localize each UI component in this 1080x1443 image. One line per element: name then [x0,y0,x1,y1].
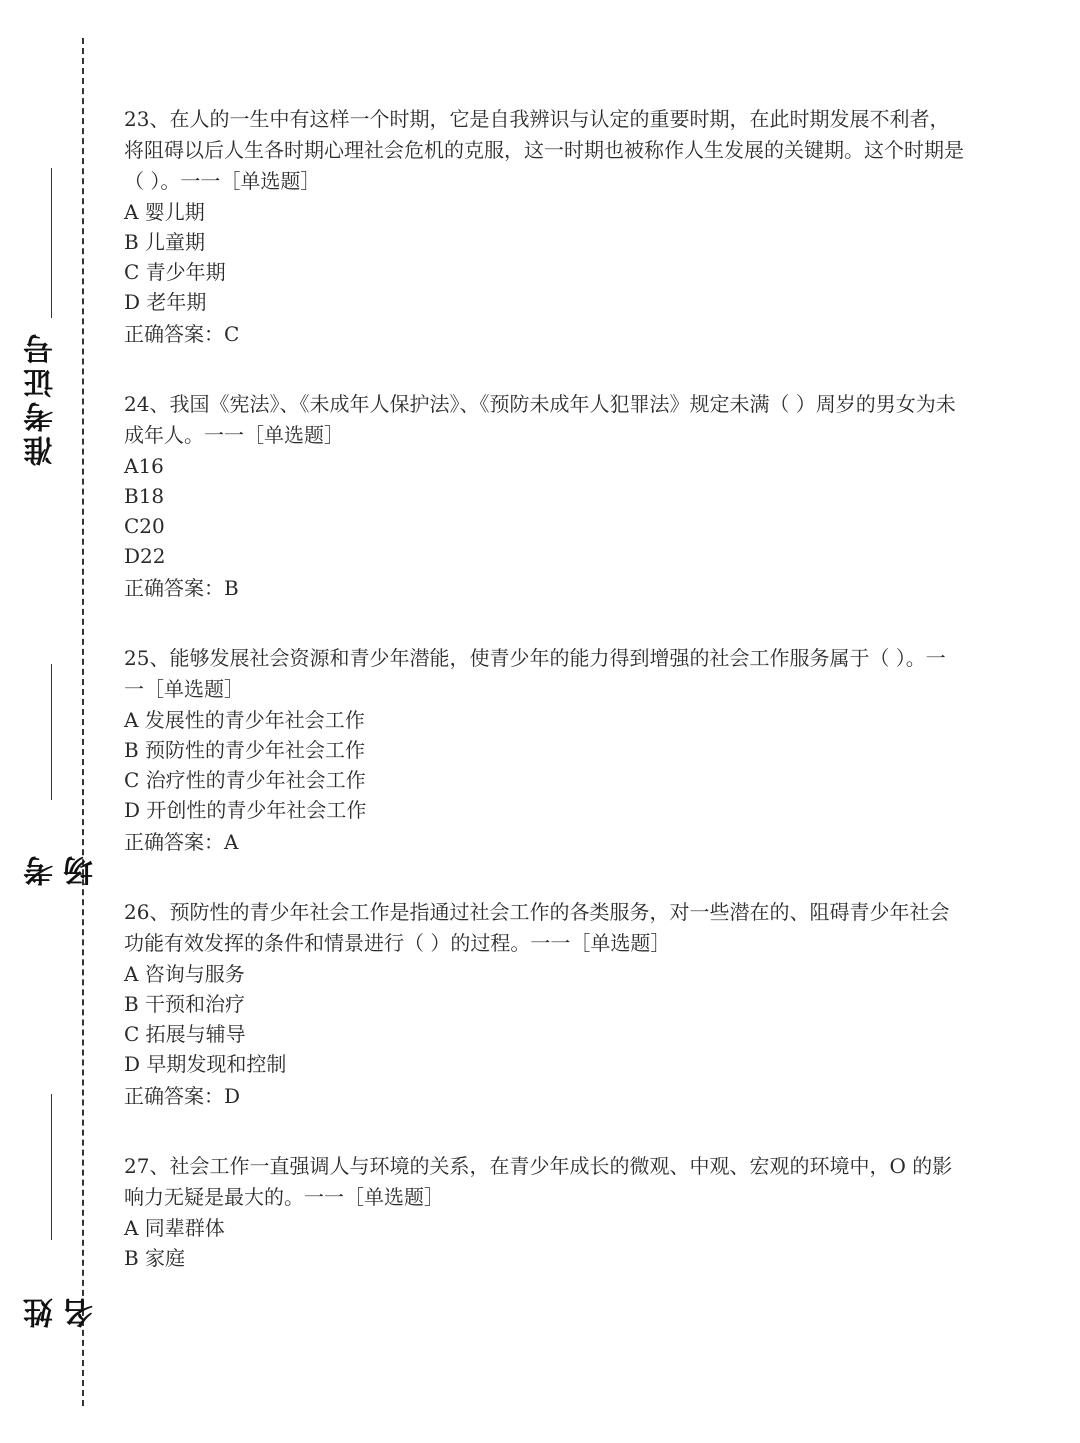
correct-answer: 正确答案：C [124,322,240,346]
question-list [124,104,964,1273]
question-text: 25、能够发展社会资源和青少年潜能，使青少年的能力得到增强的社会工作服务属于（ ）。一一［单选题］ [124,646,946,701]
question-text: 24、我国《宪法》、《未成年人保护法》、《预防未成年人犯罪法》规定未满（ ）周岁的男女为未成年人。一一［单选题］ [124,392,956,447]
option-a: A16 [124,454,164,478]
option-c: C20 [124,514,165,538]
question-23 [124,104,964,351]
option-d: D 开创性的青少年社会工作 [124,798,367,822]
option-a: A 发展性的青少年社会工作 [124,708,365,732]
correct-answer: 正确答案：A [124,830,239,854]
exam-number-label: 准考证号 [24,330,59,466]
option-d: D 早期发现和控制 [124,1052,287,1076]
option-a: A 同辈群体 [124,1216,225,1240]
name-blank [51,1094,52,1240]
option-c: C 拓展与辅导 [124,1022,246,1046]
option-b: B 干预和治疗 [124,992,246,1016]
exam-room-label: 考场 [24,834,99,886]
option-a: A 婴儿期 [124,200,205,224]
question-text: 26、预防性的青少年社会工作是指通过社会工作的各类服务，对一些潜在的、阻碍青少年社会功能有效发挥的条件和情景进行（ ）的过程。一一［单选题］ [124,900,950,955]
option-c: C 治疗性的青少年社会工作 [124,768,366,792]
exam-room-blank [51,664,52,800]
option-d: D 老年期 [124,290,207,314]
question-text: 27、社会工作一直强调人与环境的关系，在青少年成长的微观、中观、宏观的环境中，O 的影响力无疑是最大的。一一［单选题］ [124,1154,953,1209]
question-24 [124,389,964,605]
option-b: B 预防性的青少年社会工作 [124,738,366,762]
option-d: D22 [124,544,166,568]
cut-line [82,38,84,1406]
question-25 [124,643,964,859]
question-26 [124,897,964,1113]
option-b: B18 [124,484,165,508]
question-27 [124,1151,964,1273]
question-text: 23、在人的一生中有这样一个时期，它是自我辨识与认定的重要时期，在此时期发展不利者， 将阻碍以后人生各时期心理社会危机的克服，这一时期也被称作人生发展的关键期。这个时期是（ ）。一一［单选题］ [124,107,964,193]
option-a: A 咨询与服务 [124,962,245,986]
exam-number-blank [51,168,52,318]
name-label: 姓名 [24,1276,99,1328]
option-c: C 青少年期 [124,260,226,284]
option-b: B 儿童期 [124,230,206,254]
correct-answer: 正确答案：B [124,576,239,600]
option-b: B 家庭 [124,1246,186,1270]
correct-answer: 正确答案：D [124,1084,241,1108]
